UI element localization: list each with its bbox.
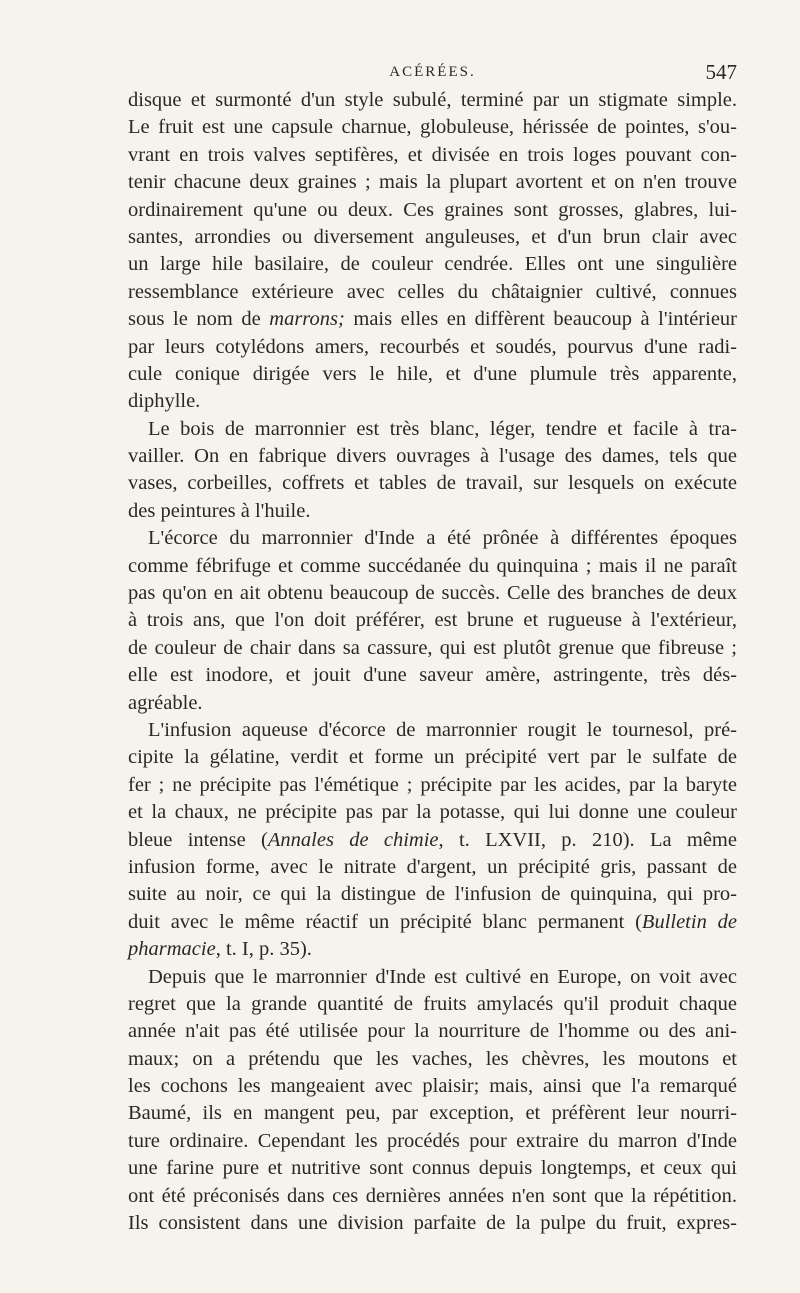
text-line: à trois ans, que l'on doit préférer, est brune et rugueuse à l'extérieur, bbox=[128, 609, 737, 632]
text-line: et la chaux, ne précipite pas par la potasse, qui lui donne une couleur bbox=[128, 801, 737, 824]
text-line: elle est inodore, et jouit d'une saveur amère, astringente, très dés- bbox=[128, 664, 737, 687]
text-line: Baumé, ils en mangent peu, par exception, et préfèrent leur nourri- bbox=[128, 1102, 737, 1125]
text-line: cule conique dirigée vers le hile, et d'une plumule très apparente, bbox=[128, 362, 737, 385]
text-line: disque et surmonté d'un style subulé, terminé par un stigmate simple. bbox=[128, 89, 737, 111]
text-line: cipite la gélatine, verdit et forme un précipité vert par le sulfate de bbox=[128, 746, 737, 769]
text-line: maux; on a prétendu que les vaches, les chèvres, les moutons et bbox=[128, 1047, 737, 1070]
text-line: Depuis que le marronnier d'Inde est cultivé en Europe, on voit avec bbox=[148, 965, 737, 988]
text-line: les cochons les mangeaient avec plaisir; mais, ainsi que l'a remarqué bbox=[128, 1075, 737, 1098]
italic-title: Bulletin de bbox=[641, 910, 737, 933]
text-line: diphylle. bbox=[128, 390, 201, 413]
text-line: une farine pure et nutritive sont connus depuis longtemps, et ceux qui bbox=[128, 1157, 737, 1180]
text-line: de couleur de chair dans sa cassure, qui est plutôt grenue que fibreuse ; bbox=[128, 636, 737, 659]
text-line: ordinairement qu'une ou deux. Ces graines sont grosses, glabres, lui- bbox=[128, 198, 737, 221]
text-line: comme fébrifuge et comme succédanée du quinquina ; mais il ne paraît bbox=[128, 554, 737, 577]
text-run: bleue intense ( bbox=[128, 828, 268, 851]
text-line: vailler. On en fabrique divers ouvrages à l'usage des dames, tels que bbox=[128, 445, 737, 468]
text-line: tenir chacune deux graines ; mais la plupart avortent et on n'en trouve bbox=[128, 171, 737, 194]
italic-title: pharmacie bbox=[128, 938, 216, 961]
text-line: suite au noir, ce qui la distingue de l'infusion de quinquina, qui pro- bbox=[128, 883, 737, 906]
text-line: infusion forme, avec le nitrate d'argent, un précipité gris, passant de bbox=[128, 855, 737, 878]
text-line: Le fruit est une capsule charnue, globuleuse, hérissée de pointes, s'ou- bbox=[128, 116, 737, 139]
text-line: fer ; ne précipite pas l'émétique ; précipite par les acides, par la baryte bbox=[128, 773, 737, 796]
text-line bbox=[128, 909, 737, 936]
text-run: mais elles en diffèrent beaucoup à l'intérieur bbox=[344, 308, 738, 331]
text-line: L'écorce du marronnier d'Inde a été prônée à différentes époques bbox=[148, 527, 737, 550]
text-line: L'infusion aqueuse d'écorce de marronnier rougit le tournesol, pré- bbox=[148, 718, 737, 741]
text-run: , t. LXVII, p. 210). La même bbox=[438, 828, 737, 851]
text-line: un large hile basilaire, de couleur cendrée. Elles ont une singulière bbox=[128, 253, 737, 276]
text-line bbox=[128, 827, 737, 854]
text-line: regret que la grande quantité de fruits amylacés qu'il produit chaque bbox=[128, 992, 737, 1015]
text-line: ture ordinaire. Cependant les procédés pour extraire du marron d'Inde bbox=[128, 1129, 737, 1152]
italic-title: Annales de chimie bbox=[267, 828, 439, 851]
text-run: , t. I, p. 35). bbox=[215, 938, 312, 961]
text-line: ont été préconisés dans ces dernières années n'en sont que la répétition. bbox=[128, 1184, 737, 1207]
text-line: vrant en trois valves septifères, et divisée en trois loges pouvant con- bbox=[128, 143, 737, 166]
text-line: des peintures à l'huile. bbox=[128, 499, 311, 522]
text-line bbox=[128, 936, 737, 963]
body-text bbox=[128, 87, 737, 1237]
text-run: sous le nom de bbox=[128, 308, 270, 331]
text-line: Le bois de marronnier est très blanc, léger, tendre et facile à tra- bbox=[148, 417, 737, 440]
text-line: Ils consistent dans une division parfaite de la pulpe du fruit, expres- bbox=[128, 1212, 737, 1235]
text-line: pas qu'on en ait obtenu beaucoup de succès. Celle des branches de deux bbox=[128, 582, 737, 605]
text-line: agréable. bbox=[128, 691, 203, 714]
running-head: ACÉRÉES. bbox=[389, 64, 476, 80]
text-line: ressemblance extérieure avec celles du châtaignier cultivé, connues bbox=[128, 280, 737, 303]
text-run: duit avec le même réactif un précipité blanc permanent ( bbox=[128, 910, 642, 933]
page-header bbox=[128, 60, 737, 90]
text-line: par leurs cotylédons amers, recourbés et soudés, pourvus d'une radi- bbox=[128, 335, 737, 358]
text-line bbox=[128, 306, 737, 333]
text-line: année n'ait pas été utilisée pour la nourriture de l'homme ou des ani- bbox=[128, 1020, 737, 1043]
page-number: 547 bbox=[705, 60, 737, 84]
text-line: santes, arrondies ou diversement anguleuses, et d'un brun clair avec bbox=[128, 225, 737, 248]
text-line: vases, corbeilles, coffrets et tables de travail, sur lesquels on exécute bbox=[128, 472, 737, 495]
italic-title: marrons; bbox=[269, 308, 345, 331]
